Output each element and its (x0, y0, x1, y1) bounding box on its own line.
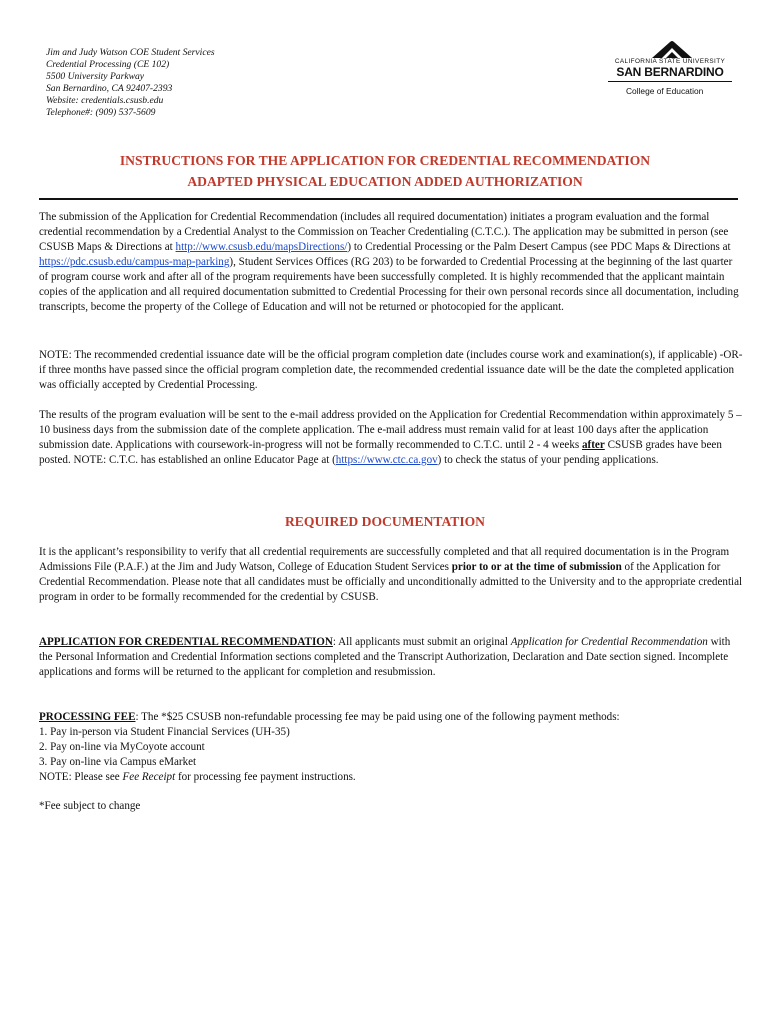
ctc-link[interactable]: https://www.ctc.ca.gov (335, 454, 438, 466)
text: for processing fee payment instructions. (175, 771, 356, 783)
telephone-line: Telephone#: (909) 537-5609 (46, 107, 156, 118)
text: : All applicants must submit an original (332, 636, 511, 648)
document-title: INSTRUCTIONS FOR THE APPLICATION FOR CREDENTIAL RECOMMENDATION (119, 153, 651, 168)
processing-fee-line (39, 710, 744, 725)
after-emphasis: after (582, 439, 605, 451)
text: : The *$25 CSUSB non-refundable processing fee may be paid using one of the following payment methods: (135, 711, 620, 723)
logo-text-campus: SAN BERNARDINO (616, 65, 724, 79)
text: The results of the program evaluation will be sent to the e-mail address provided on the Application for Credential Recommendation within approximately 5 – 10 business days from the submission date of the complete application. The e-mail address must remain valid for at least 100 days after the application submission date. Applications with coursework-in-progress will not be formally recommended to C.T.C. until 2 - 4 weeks (39, 409, 742, 451)
application-paragraph (39, 635, 744, 680)
text: ) to check the status of your pending applications. (437, 454, 659, 466)
text: It is the applicant’s responsibility to verify that all credential requirements are successfully completed and that all required documentation is in the Program Admissions File (P.A.F.) at the Jim and Judy Watson, College of Education Student Services (39, 546, 730, 573)
text: NOTE: Please see (39, 771, 123, 783)
text: ) to Credential Processing or the Palm Desert Campus (see PDC Maps & Directions at (347, 241, 731, 253)
prior-submission-emphasis: prior to or at the time of submission (451, 561, 622, 573)
address-line: 5500 University Parkway (46, 71, 145, 82)
university-logo (604, 40, 740, 100)
submission-paragraph (39, 210, 744, 315)
address-line: Credential Processing (CE 102) (46, 59, 170, 70)
address-line: Jim and Judy Watson COE Student Services (46, 47, 215, 58)
fee-receipt-italic: Fee Receipt (122, 771, 176, 783)
logo-text-csu: CALIFORNIA STATE UNIVERSITY (614, 58, 726, 65)
logo-divider (608, 81, 732, 82)
application-title-italic: Application for Credential Recommendation (510, 636, 708, 648)
title-divider (39, 198, 738, 200)
maps-directions-link[interactable]: http://www.csusb.edu/mapsDirections/ (175, 241, 348, 253)
list-item: 3. Pay on-line via Campus eMarket (39, 756, 197, 768)
text: CSUSB grades have been posted. NOTE: C.T.C. has established an online Educator Page at ( (39, 439, 722, 466)
responsibility-paragraph (39, 545, 744, 605)
list-item: 2. Pay on-line via MyCoyote account (39, 741, 205, 753)
fee-footnote: *Fee subject to change (39, 800, 141, 812)
processing-fee-label: PROCESSING FEE (39, 711, 136, 723)
text: The submission of the Application for Credential Recommendation (includes all required documentation) initiates a program evaluation and the formal credential recommendation by a Credential Analyst to the Commission on Teacher Credentialing (C.T.C.). The application may be submitted in person (see CSUSB Maps & Directions at (39, 211, 729, 253)
logo-text-college: College of Education (626, 86, 704, 96)
address-line: San Bernardino, CA 92407-2393 (46, 83, 173, 94)
application-label: APPLICATION FOR CREDENTIAL RECOMMENDATION (39, 636, 333, 648)
fee-note-line (39, 770, 744, 785)
pdc-map-link[interactable]: https://pdc.csusb.edu/campus-map-parking (39, 256, 230, 268)
list-item: 1. Pay in-person via Student Financial Services (UH-35) (39, 726, 290, 738)
text: ), Student Services Offices (RG 203) to be forwarded to Credential Processing at the beginning of the last quarter of program course work and after all of the program requirements have been successfully completed. It is highly recommended that the applicant maintain copies of the application and all required documentation submitted to Credential Processing for their own personal records since all documentation, including transcripts, become the property of the College of Education and will not be returned or photocopied for the applicant. (39, 256, 739, 313)
required-documentation-heading: REQUIRED DOCUMENTATION (284, 514, 486, 529)
document-subtitle: ADAPTED PHYSICAL EDUCATION ADDED AUTHORIZATION (187, 174, 583, 189)
office-address-block (46, 47, 215, 119)
issuance-note-paragraph: NOTE: The recommended credential issuance date will be the official program completion date (includes course work and examination(s), if applicable) -OR- if three months have passed since the official program completion date, the recommended credential issuance date will be the date the completed application was officially accepted by Credential Processing. (39, 349, 743, 391)
processing-fee-section (39, 710, 744, 785)
evaluation-results-paragraph (39, 408, 744, 468)
website-line: Website: credentials.csusb.edu (46, 95, 164, 106)
mountain-logo-icon (652, 40, 692, 58)
text: with the Personal Information and Credential Information sections completed and the Transcript Authorization, Declaration and Date section signed. Incomplete applications and forms will be returned to the applicant for completion and resubmission. (39, 636, 731, 678)
text: of the Application for Credential Recommendation. Please note that all candidates must be officially and unconditionally admitted to the University and to the appropriate credential program in order to be formally recommended for the credential by CSUSB. (39, 561, 743, 603)
